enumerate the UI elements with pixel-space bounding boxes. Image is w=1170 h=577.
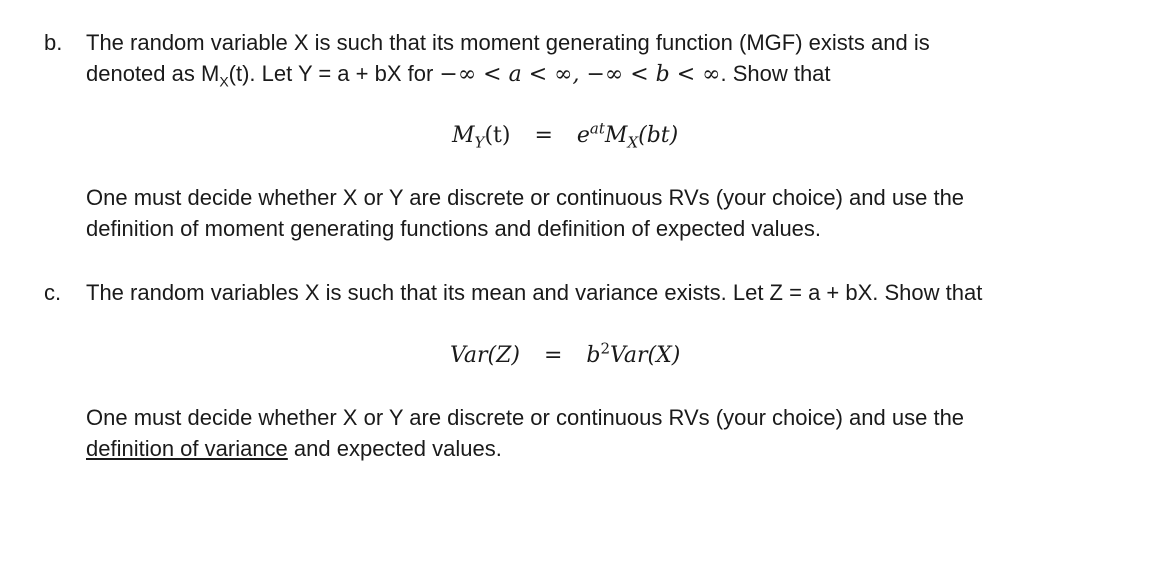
item-c-line1: The random variables X is such that its mean and variance exists. Let Z = a + bX. Show that	[86, 280, 983, 305]
item-c-note-line2-rest: and expected values.	[287, 436, 502, 461]
eq-c-b: b	[586, 343, 601, 368]
item-b-line2-suffix: . Show that	[720, 61, 831, 86]
eq-c-exp: 2	[600, 339, 611, 358]
item-b-line1: The random variable X is such that its moment generating function (MGF) exists and is	[86, 30, 930, 55]
item-b-marker: b.	[44, 30, 63, 55]
item-c-note-line1: One must decide whether X or Y are discrete or continuous RVs (your choice) and use the	[86, 405, 965, 430]
item-c-note-line2	[86, 434, 502, 464]
item-b-line2-sub: X	[219, 73, 229, 90]
item-b-note-line2: definition of moment generating functions and definition of expected values.	[86, 216, 822, 241]
eq-b-rhs-arg: (bt)	[638, 123, 679, 148]
item-b-line2	[86, 59, 831, 90]
eq-b-equals: =	[534, 123, 553, 148]
eq-c-lhs: Var(Z)	[450, 343, 520, 368]
item-b-line2-prefix: denoted as M	[86, 61, 220, 86]
item-b-equation	[452, 121, 678, 151]
item-b-range-math: −∞ < a < ∞, −∞ < b < ∞	[439, 62, 721, 87]
eq-c-rhs: Var(X)	[610, 343, 681, 368]
eq-b-lhs-sub: Y	[474, 133, 485, 152]
item-c-marker: c.	[44, 280, 62, 305]
eq-b-lhs-arg: (t)	[484, 123, 511, 148]
item-b-note-line1: One must decide whether X or Y are discrete or continuous RVs (your choice) and use the	[86, 185, 965, 210]
eq-b-rhs-m: M	[604, 123, 628, 148]
eq-b-e: e	[576, 123, 590, 148]
eq-c-equals: =	[543, 343, 563, 368]
item-b-line2-mid: (t). Let Y = a + bX for	[228, 61, 440, 86]
definition-of-variance-link[interactable]: definition of variance	[86, 436, 288, 461]
eq-b-rhs-sub: X	[627, 133, 639, 152]
eq-b-exp: at	[589, 119, 605, 138]
eq-b-lhs-m: M	[452, 123, 475, 148]
item-c-equation	[450, 341, 680, 371]
